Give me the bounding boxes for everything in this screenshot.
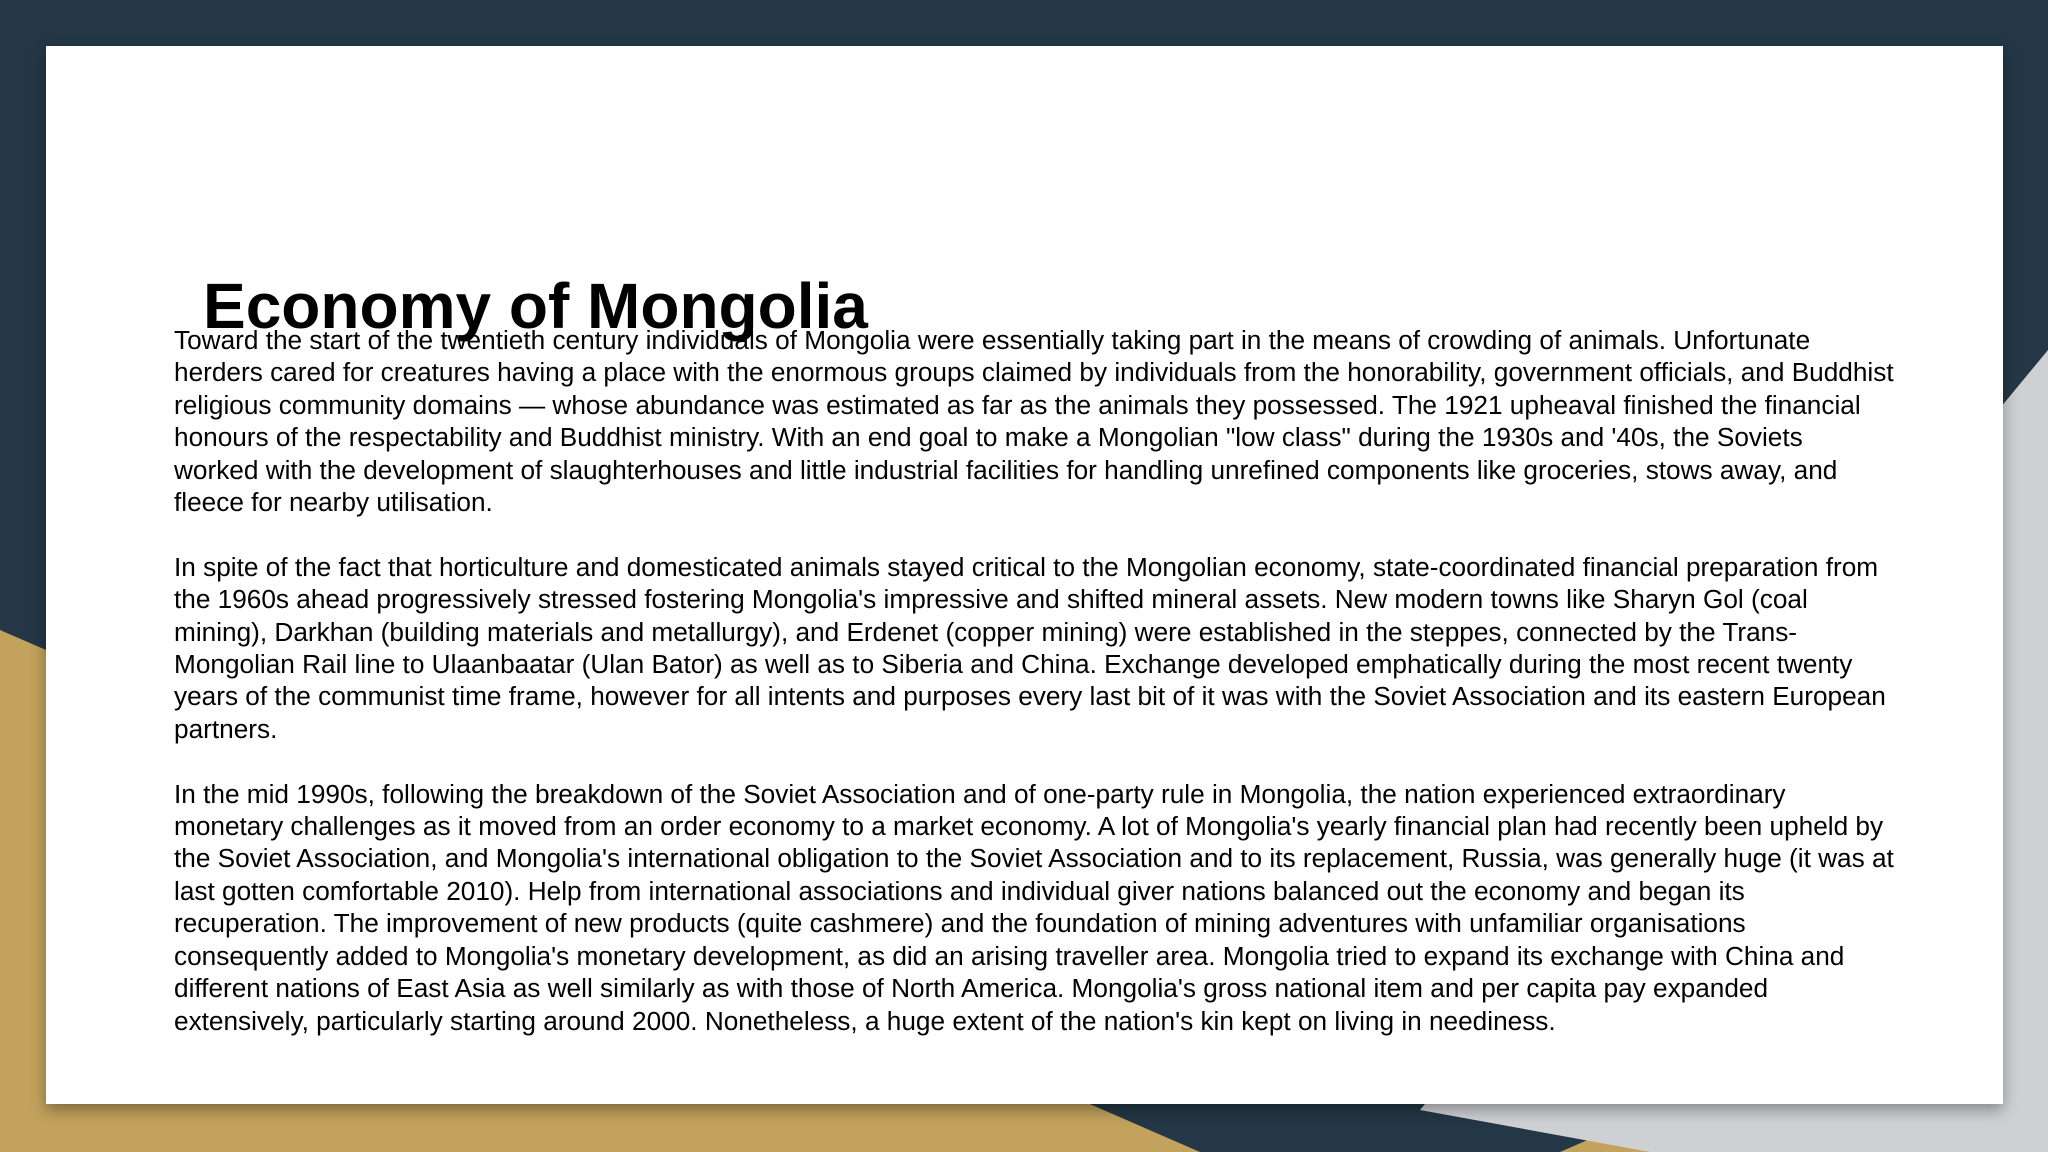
paragraph-3: In the mid 1990s, following the breakdown of the Soviet Association and of one-party rule in Mongolia, the nation experienced extraordinary monetary challenges as it moved from an order economy to a market economy. A lot of Mongolia's yearly financial plan had recently been upheld by the Soviet Association, and Mongolia's international obligation to the Soviet Association and to its replacement, Russia, was generally huge (it was at last gotten comfortable 2010). Help from international associations and individual giver nations balanced out the economy and began its recuperation. The improvement of new products (quite cashmere) and the foundation of mining adventures with unfamiliar organisations consequently added to Mongolia's monetary development, as did an arising traveller area. Mongolia tried to expand its exchange with China and different nations of East Asia as well similarly as with those of North America. Mongolia's gross national item and per capita pay expanded extensively, particularly starting around 2000. Nonetheless, a huge extent of the nation's kin kept on living in neediness. bbox=[174, 778, 1894, 1036]
paragraph-2: In spite of the fact that horticulture and domesticated animals stayed critical to the Mongolian economy, state-coordinated financial preparation from the 1960s ahead progressively stressed fostering Mongolia's impressive and shifted mineral assets. New modern towns like Sharyn Gol (coal mining), Darkhan (building materials and metallurgy), and Erdenet (copper mining) were established in the steppes, connected by the Trans-Mongolian Rail line to Ulaanbaatar (Ulan Bator) as well as to Siberia and China. Exchange developed emphatically during the most recent twenty years of the communist time frame, however for all intents and purposes every last bit of it was with the Soviet Association and its eastern European partners. bbox=[174, 551, 1886, 744]
slide-body bbox=[174, 324, 1894, 1037]
slide-card bbox=[46, 46, 2003, 1104]
slide-title: Economy of Mongolia bbox=[203, 270, 868, 342]
paragraph-1: Toward the start of the twentieth century individuals of Mongolia were essentially taking part in the means of crowding of animals. Unfortunate herders cared for creatures having a place with the enormous groups claimed by individuals from the honorability, government officials, and Buddhist religious community domains — whose abundance was estimated as far as the animals they possessed. The 1921 upheaval finished the financial honours of the respectability and Buddhist ministry. With an end goal to make a Mongolian "low class" during the 1930s and '40s, the Soviets worked with the development of slaughterhouses and little industrial facilities for handling unrefined components like groceries, stows away, and fleece for nearby utilisation. bbox=[174, 325, 1894, 518]
